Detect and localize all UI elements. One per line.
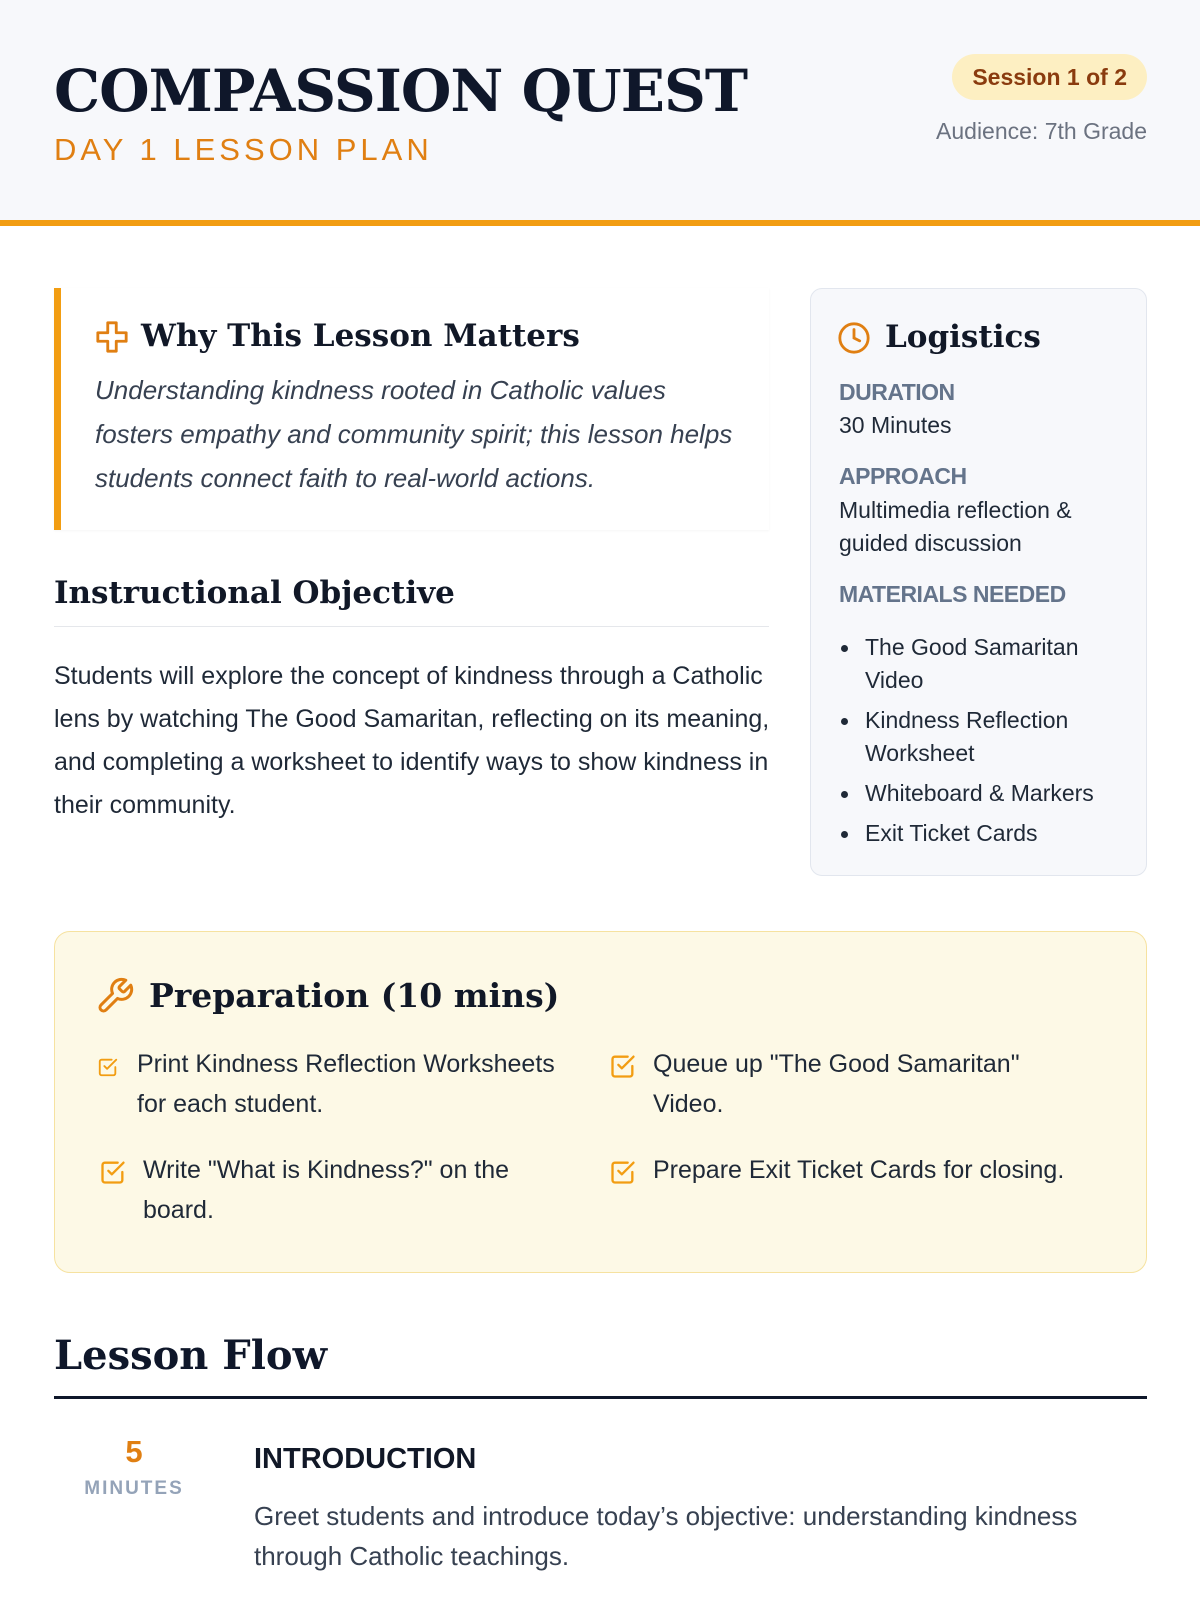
why-text: Understanding kindness rooted in Catholic values fosters empathy and community spirit; this lesson helps students connect faith to real-world actions. bbox=[95, 375, 733, 493]
logistics-heading: Logistics bbox=[885, 319, 1041, 355]
duration-label: DURATION bbox=[839, 379, 955, 405]
objective-heading: Instructional Objective bbox=[54, 572, 769, 627]
prep-item-text: Queue up "The Good Samaritan" Video. bbox=[653, 1050, 1020, 1118]
checkbox-icon bbox=[609, 1158, 637, 1186]
lesson-flow-heading: Lesson Flow bbox=[54, 1330, 1147, 1399]
preparation-card bbox=[54, 931, 1147, 1273]
page-subtitle: DAY 1 LESSON PLAN bbox=[54, 132, 433, 167]
prep-item-text: Prepare Exit Ticket Cards for closing. bbox=[653, 1156, 1065, 1184]
why-heading: Why This Lesson Matters bbox=[141, 318, 580, 354]
prep-item bbox=[653, 1044, 1093, 1124]
approach-label: APPROACH bbox=[839, 463, 967, 489]
session-badge: Session 1 of 2 bbox=[952, 54, 1147, 100]
cross-icon bbox=[95, 320, 129, 354]
list-item: Kindness Reflection Worksheet bbox=[839, 704, 1129, 770]
prep-item bbox=[653, 1150, 1093, 1190]
audience-label: Audience: 7th Grade bbox=[936, 118, 1147, 144]
checkbox-icon bbox=[97, 1056, 119, 1078]
prep-item-text: Write "What is Kindness?" on the board. bbox=[143, 1156, 510, 1224]
approach-value: Multimedia reflection & guided discussion bbox=[839, 497, 1072, 556]
prep-item-text: Print Kindness Reflection Worksheets for each student. bbox=[137, 1050, 555, 1118]
checkbox-icon bbox=[609, 1052, 637, 1080]
duration-value: 30 Minutes bbox=[839, 412, 952, 438]
page-header bbox=[0, 0, 1200, 226]
clock-icon bbox=[837, 321, 871, 355]
list-item: The Good Samaritan Video bbox=[839, 631, 1129, 697]
prep-item bbox=[143, 1150, 583, 1230]
list-item: Whiteboard & Markers bbox=[839, 777, 1129, 810]
materials-label: MATERIALS NEEDED bbox=[839, 581, 1066, 607]
wrench-icon bbox=[95, 976, 135, 1016]
checkbox-icon bbox=[99, 1158, 127, 1186]
why-card bbox=[54, 288, 769, 530]
page-title: COMPASSION QUEST bbox=[54, 57, 747, 125]
step-description: Greet students and introduce today’s objective: understanding kindness through Catholic teachings. bbox=[254, 1501, 1078, 1571]
step-minutes-unit: MINUTES bbox=[84, 1478, 184, 1499]
step-title: INTRODUCTION bbox=[254, 1443, 477, 1475]
materials-list bbox=[839, 631, 1129, 857]
list-item: Exit Ticket Cards bbox=[839, 817, 1129, 850]
step-minutes: 5 bbox=[125, 1434, 143, 1469]
objective-text: Students will explore the concept of kindness through a Catholic lens by watching The Good Samaritan, reflecting on its meaning, and completing a worksheet to identify ways to show kindness in their community. bbox=[54, 662, 770, 819]
logistics-card bbox=[810, 288, 1147, 876]
preparation-heading: Preparation (10 mins) bbox=[149, 976, 560, 1015]
prep-item bbox=[137, 1044, 577, 1124]
